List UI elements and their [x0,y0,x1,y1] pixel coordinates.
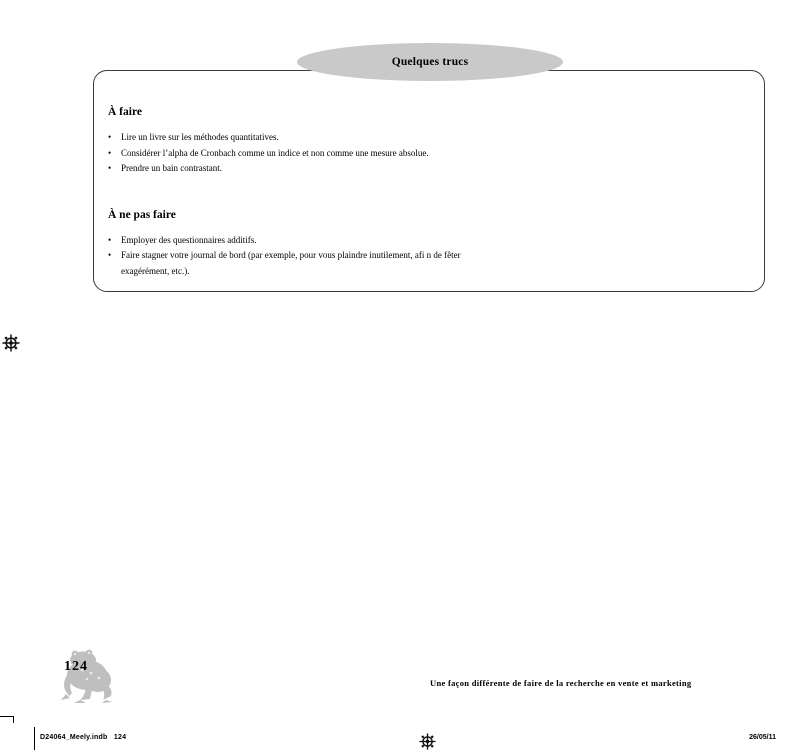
slug-date: 26/05/11 [749,734,776,741]
section-heading-not-to-do: À ne pas faire [108,208,176,221]
slug-divider [34,727,35,750]
tips-content [108,100,718,279]
not-to-do-list [108,233,718,280]
slug-filename: D24064_Meely.indb 124 [40,734,127,741]
crop-mark-icon [0,716,14,717]
bullet-icon: • [108,163,112,173]
to-do-list [108,130,718,177]
registration-mark-icon [2,334,20,352]
list-item-text: Prendre un bain contrastant. [121,163,222,173]
bullet-icon: • [108,147,112,158]
list-item [108,161,493,177]
list-item-text: Faire stagner votre journal de bord (par exemple, pour vous plaindre inutilement, afi n de fêter exagérément, etc.). [121,250,461,276]
list-item [108,248,493,279]
section-heading-to-do: À faire [108,106,142,118]
bullet-icon: • [108,234,112,245]
bullet-icon: • [108,250,112,260]
list-item-text: Considérer l’alpha de Cronbach comme un indice et non comme une mesure absolue. [121,147,429,158]
crop-mark-icon [13,716,14,723]
running-footer-title: Une façon différente de faire de la recherche en vente et marketing [430,678,692,688]
list-item-text: Lire un livre sur les méthodes quantitatives. [121,132,279,142]
registration-mark-icon [419,733,436,750]
bullet-icon: • [108,132,112,142]
frog-logo-icon [56,648,116,704]
tips-badge-label: Quelques trucs [391,56,469,68]
list-item [108,146,493,162]
list-item-text: Employer des questionnaires additifs. [121,234,257,245]
list-item [108,130,493,146]
page-number: 124 [64,659,88,674]
tips-badge [297,43,563,81]
list-item [108,233,493,249]
